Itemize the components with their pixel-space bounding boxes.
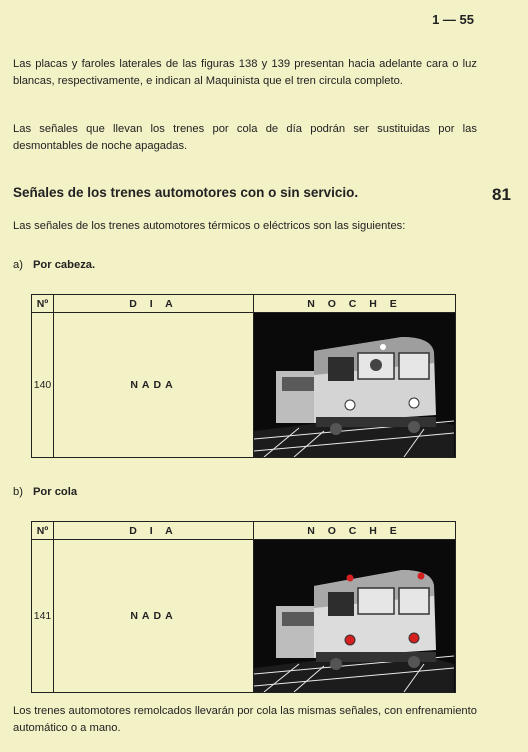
night-signal [254, 313, 456, 458]
paragraph-2: Las señales que llevan los trenes por cola de día podrán ser sustituidas por las desmontables de noche apagadas. [13, 123, 477, 152]
table-b-label [13, 486, 77, 498]
table-a-label [13, 259, 95, 271]
table-b-label-text: Por cola [32, 486, 78, 498]
row-number: 141 [32, 540, 54, 693]
paragraph-1: Las placas y faroles laterales de las figuras 138 y 139 presentan hacia adelante cara o luz blancas, respectivamente, e indican al Maquinista que el tren circula completo. [13, 58, 477, 87]
row-number: 140 [32, 313, 54, 458]
section-title: Señales de los trenes automotores con o sin servicio. [13, 185, 359, 200]
table-b-label-prefix: b) [13, 486, 23, 498]
day-signal: NADA [54, 540, 254, 693]
header-day: D I A [54, 522, 254, 540]
section-intro: Las señales de los trenes automotores térmicos o eléctricos son las siguientes: [13, 220, 406, 232]
railcar-rear-night-illustration [254, 540, 454, 692]
header-day: D I A [54, 295, 254, 313]
railcar-front-night-illustration [254, 313, 454, 457]
table-a-label-text: Por cabeza. [32, 259, 96, 271]
header-night: N O C H E [254, 522, 456, 540]
signal-table-tail [31, 521, 456, 693]
signal-table-head [31, 294, 456, 458]
table-a-label-prefix: a) [13, 259, 23, 271]
header-num: Nº [32, 295, 54, 313]
header-night: N O C H E [254, 295, 456, 313]
page-number: 1 — 55 [432, 12, 474, 27]
footer-paragraph: Los trenes automotores remolcados llevarán por cola las mismas señales, con enfrenamiento automático o a mano. [13, 705, 477, 734]
header-num: Nº [32, 522, 54, 540]
section-number: 81 [492, 185, 511, 204]
night-signal [254, 540, 456, 693]
day-signal: NADA [54, 313, 254, 458]
